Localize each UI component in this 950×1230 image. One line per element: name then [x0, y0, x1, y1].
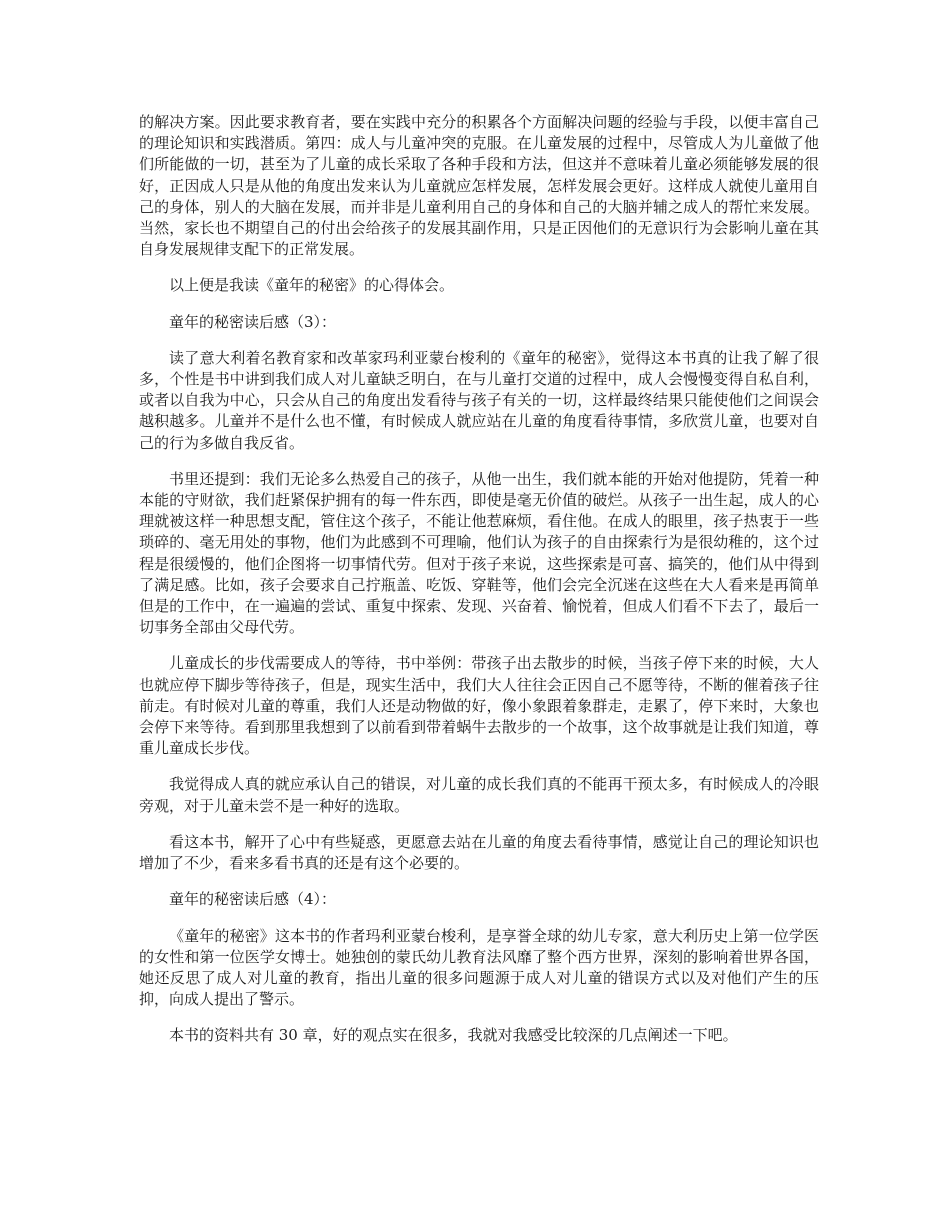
paragraph-solution-summary: 的解决方案。因此要求教育者，要在实践中充分的积累各个方面解决问题的经验与手段，以便丰富自己的理论知识和实践潜质。第四：成人与儿童冲突的克服。在儿童发展的过程中，尽管成人为儿童做了他们所能做的一切，甚至为了儿童的成长采取了各种手段和方法，但这并不意味着儿童必须能够发展的很好，正因成人只是从他的角度出发来认为儿童就应怎样发展，怎样发展会更好。这样成人就使儿童用自己的身体，别人的大脑在发展，而并非是儿童利用自己的身体和自己的大脑并辅之成人的帮忙来发展。当然，家长也不期望自己的付出会给孩子的发展其副作用，只是正因他们的无意识行为会影响儿童在其自身发展规律支配下的正常发展。 — [139, 113, 819, 259]
document-page — [139, 112, 819, 1062]
paragraph-author-intro: 《童年的秘密》这本书的作者玛利亚蒙台梭利，是享誉全球的幼儿专家，意大利历史上第一位学医的女性和第一位医学女博士。她独创的蒙氏幼儿教育法风靡了整个西方世界，深刻的影响着世界各国，她还反思了成人对儿童的教育，指出儿童的很多问题源于成人对儿童的错误方式以及对他们产生的压抑，向成人提出了警示。 — [139, 926, 819, 1009]
section-heading-3: 童年的秘密读后感（3）： — [169, 312, 337, 331]
paragraph-book-mentions: 书里还提到：我们无论多么热爱自己的孩子，从他一出生，我们就本能的开始对他提防，凭着一种本能的守财欲，我们赶紧保护拥有的每一件东西，即使是毫无价值的破烂。从孩子一出生起，成人的心理就被这样一种思想支配，管住这个孩子，不能让他惹麻烦，看住他。在成人的眼里，孩子热衷于一些琐碎的、毫无用处的事物，他们为此感到不可理喻，他们认为孩子的自由探索行为是很幼稚的，这个过程是很缓慢的，他们企图将一切事情代劳。但对于孩子来说，这些探索是可喜、搞笑的，他们从中得到了满足感。比如，孩子会要求自己拧瓶盖、吃饭、穿鞋等，他们会完全沉迷在这些在大人看来是再简单但是的工作中，在一遍遍的尝试、重复中探索、发现、兴奋着、愉悦着，但成人们看不下去了，最后一切事务全部由父母代劳。 — [139, 469, 819, 637]
paragraph-waiting-children: 儿童成长的步伐需要成人的等待，书中举例：带孩子出去散步的时候，当孩子停下来的时候，大人也就应停下脚步等待孩子，但是，现实生活中，我们大人往往会正因自己不愿等待，不断的催着孩子往前走。有时候对儿童的尊重，我们人还是动物做的好，像小象跟着象群走，走累了，停下来时，大象也会停下来等待。看到那里我想到了以前看到带着蜗牛去散步的一个故事，这个故事就是让我们知道，尊重儿童成长步伐。 — [139, 654, 819, 758]
paragraph-intro-3: 读了意大利着名教育家和改革家玛利亚蒙台梭利的《童年的秘密》，觉得这本书真的让我了解了很多，个性是书中讲到我们成人对儿童缺乏明白，在与儿童打交道的过程中，成人会慢慢变得自私自利，或者以自我为中心，只会从自己的角度出发看待与孩子有关的一切，这样最终结果只能使他们之间误会越积越多。儿童并不是什么也不懂，有时候成人就应站在儿童的角度看待事情，多欣赏儿童，也要对自己的行为多做自我反省。 — [139, 348, 819, 452]
paragraph-admit-mistakes: 我觉得成人真的就应承认自己的错误，对儿童的成长我们真的不能再干预太多，有时候成人的冷眼旁观，对于儿童未尝不是一种好的选取。 — [139, 775, 819, 815]
section-heading-4: 童年的秘密读后感（4）： — [169, 890, 337, 909]
paragraph-closing-remark: 以上便是我读《童年的秘密》的心得体会。 — [169, 276, 455, 295]
paragraph-chapter-count: 本书的资料共有 30 章，好的观点实在很多，我就对我感受比较深的几点阐述一下吧。 — [169, 1026, 738, 1045]
paragraph-reading-benefit: 看这本书，解开了心中有些疑惑，更愿意去站在儿童的角度去看待事情，感觉让自己的理论知识也增加了不少，看来多看书真的还是有这个必要的。 — [139, 832, 819, 873]
